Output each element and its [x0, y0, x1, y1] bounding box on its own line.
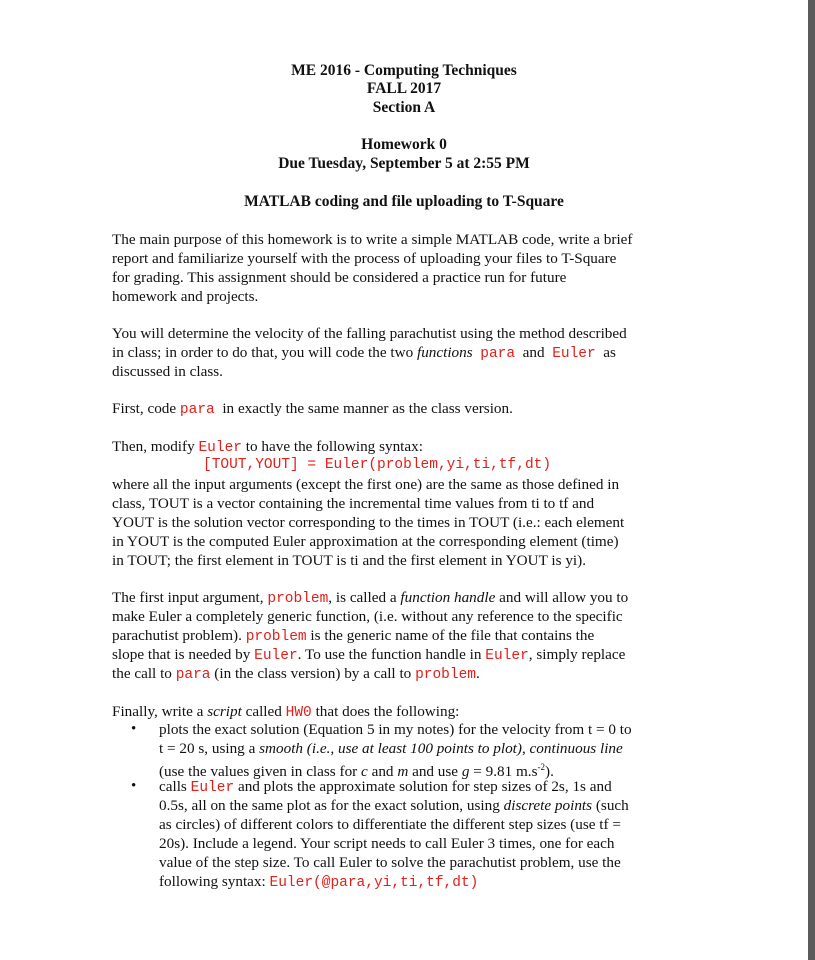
text-line: 20s). Include a legend. Your script needs to call Euler 3 times, one for each — [159, 835, 615, 852]
code-euler: Euler — [552, 346, 596, 362]
text-span: First, code — [112, 400, 180, 417]
text-italic: discrete points — [503, 797, 593, 814]
text-span: slope that is needed by — [112, 646, 255, 663]
text-span: calls — [159, 778, 191, 795]
text-line: value of the step size. To call Euler to solve the parachutist problem, use the — [159, 854, 621, 871]
text-span: . To use the function handle in — [297, 646, 486, 663]
homework-title: Homework 0 — [361, 136, 447, 153]
text-span: that does the following: — [311, 703, 460, 720]
text-span: , — [521, 740, 530, 757]
text-line: The main purpose of this homework is to write a simple MATLAB code, write a brief — [112, 231, 633, 248]
text-italic: g — [461, 763, 470, 781]
text-line — [112, 588, 628, 609]
text-span: is the generic name of the file that contains the — [306, 627, 595, 644]
text-line: as circles) of different colors to differentiate the different step sizes (use tf = — [159, 816, 621, 833]
code-para: para — [175, 667, 211, 683]
window-edge-bar — [808, 0, 815, 960]
text-line: where all the input arguments (except the first one) are the same as those defined in — [112, 476, 620, 493]
text-italic: smooth (i.e., use at least 100 points to plot) — [259, 740, 522, 757]
paragraph-first-code — [112, 399, 513, 420]
bullet-marker: • — [131, 778, 137, 794]
code-euler: Euler — [254, 648, 298, 664]
term: FALL 2017 — [366, 80, 442, 97]
text-span: and plots the approximate solution for step sizes of 2s, 1s and — [234, 778, 612, 795]
text-span: in exactly the same manner as the class version. — [218, 400, 513, 417]
text-span: ). — [545, 763, 554, 781]
text-span: and — [522, 344, 545, 361]
text-span: parachutist problem). — [112, 627, 246, 644]
text-line: for grading. This assignment should be considered a practice run for future — [112, 269, 567, 286]
text-span: to have the following syntax: — [241, 438, 423, 455]
text-italic: continuous line — [529, 740, 623, 757]
code-hw0: HW0 — [285, 705, 312, 721]
code-euler: Euler — [485, 648, 529, 664]
text-line: report and familiarize yourself with the process of uploading your files to T-Square — [112, 250, 617, 267]
text-span: Then, modify — [112, 438, 199, 455]
course-title: ME 2016 - Computing Techniques — [291, 62, 517, 79]
text-line — [112, 437, 423, 458]
code-para: para — [179, 402, 215, 418]
text-line — [159, 777, 612, 798]
text-line — [159, 872, 478, 893]
text-span: , simply replace — [528, 646, 626, 663]
code-para: para — [480, 346, 516, 362]
code-syntax-line: [TOUT,YOUT] = Euler(problem,yi,ti,tf,dt) — [203, 457, 552, 473]
text-italic: script — [207, 703, 242, 720]
text-span: the call to — [112, 665, 176, 682]
text-line: class, TOUT is a vector containing the incremental time values from ti to tf and — [112, 495, 595, 512]
text-span: . — [475, 665, 480, 682]
text-italic: function handle — [400, 589, 496, 606]
code-euler: Euler — [190, 780, 235, 796]
text-span: 0.5s, all on the same plot as for the exact solution, using — [159, 797, 504, 814]
code-problem: problem — [245, 629, 307, 645]
text-line: plots the exact solution (Equation 5 in my notes) for the velocity from t = 0 to — [159, 721, 632, 738]
text-italic: c — [361, 763, 368, 781]
text-span: as — [603, 344, 616, 361]
text-span: Finally, write a — [112, 703, 208, 720]
text-line: homework and projects. — [112, 288, 259, 305]
code-euler-call: Euler(@para,yi,ti,tf,dt) — [269, 875, 479, 891]
section: Section A — [372, 99, 436, 116]
code-problem: problem — [267, 591, 329, 607]
text-italic: functions — [416, 344, 473, 361]
text-line: discussed in class. — [112, 363, 223, 380]
text-line — [112, 645, 625, 666]
text-line — [159, 739, 623, 758]
text-span: (in the class version) by a call to — [210, 665, 416, 682]
topic-title: MATLAB coding and file uploading to T-Square — [244, 193, 564, 210]
text-span: , is called a — [328, 589, 401, 606]
text-line — [159, 796, 629, 815]
text-span: (such — [592, 797, 629, 814]
text-span: and will allow you to — [495, 589, 629, 606]
text-span: = 9.81 m.s — [469, 763, 538, 781]
text-span: following syntax: — [159, 873, 270, 890]
text-line: make Euler a completely generic function, (i.e. without any reference to the specific — [112, 608, 623, 625]
text-line: in TOUT; the first element in TOUT is ti and the first element in YOUT is yi). — [112, 552, 586, 569]
code-euler: Euler — [198, 440, 242, 456]
text-span: The first input argument, — [112, 589, 268, 606]
bullet-marker: • — [131, 721, 137, 737]
code-problem: problem — [415, 667, 476, 683]
text-line: in YOUT is the computed Euler approximation at the corresponding element (time) — [112, 533, 619, 550]
due-date: Due Tuesday, September 5 at 2:55 PM — [278, 155, 530, 172]
text-italic: m — [397, 763, 409, 781]
text-span: and — [367, 763, 398, 781]
text-line: You will determine the velocity of the falling parachutist using the method described — [112, 325, 627, 342]
text-line — [112, 343, 616, 364]
superscript: -2 — [537, 762, 546, 772]
text-span: t = 20 s, using a — [159, 740, 260, 757]
text-span: in class; in order to do that, you will code the two — [112, 344, 417, 361]
text-line — [112, 626, 594, 647]
text-span: and use — [408, 763, 462, 781]
text-span: (use the values given in class for — [159, 763, 362, 781]
text-line: YOUT is the solution vector corresponding to the times in TOUT (i.e.: each element — [112, 514, 625, 531]
text-span: called — [241, 703, 286, 720]
text-line — [112, 664, 480, 685]
